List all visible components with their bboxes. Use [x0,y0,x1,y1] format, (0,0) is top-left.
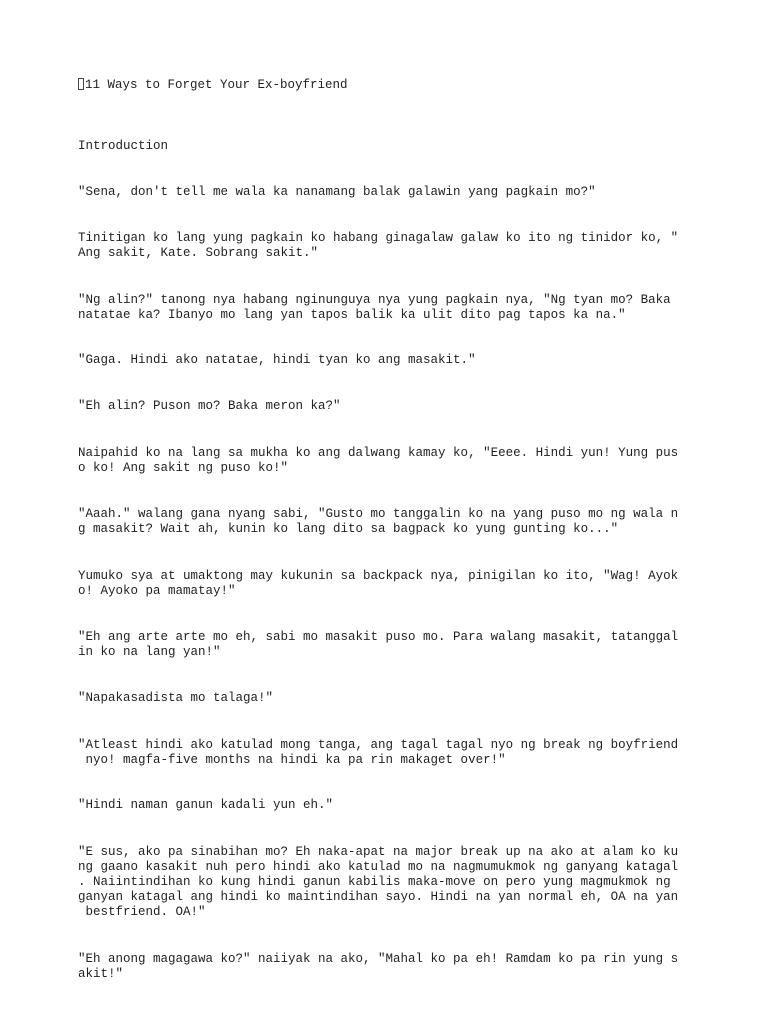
paragraph-line: "Atleast hindi ako katulad mong tanga, ang tagal tagal nyo ng break ng boyfriend [78,738,679,752]
paragraph-line: Yumuko sya at umaktong may kukunin sa backpack nya, pinigilan ko ito, "Wag! Ayok [78,569,679,583]
paragraph-line: ganyan katagal ang hindi ko maintindihan sayo. Hindi na yan normal eh, OA na yan [78,890,679,904]
paragraph-line: Ang sakit, Kate. Sobrang sakit." [78,246,319,260]
paragraph-line: o! Ayoko pa mamatay!" [78,584,236,598]
paragraph-line: nyo! magfa-five months na hindi ka pa rin makaget over!" [78,753,506,767]
paragraph-line: o ko! Ang sakit ng puso ko!" [78,461,289,475]
paragraph-line: "Sena, don't tell me wala ka nanamang balak galawin yang pagkain mo?" [78,185,596,199]
section-heading: Introduction [78,139,169,153]
paragraph-line: in ko na lang yan!" [78,645,221,659]
paragraph-line: "Aaah." walang gana nyang sabi, "Gusto mo tanggalin ko na yang puso mo ng wala n [78,507,679,521]
paragraph-line: "Hindi naman ganun kadali yun eh." [78,798,334,812]
document-title-text: 11 Ways to Forget Your Ex-boyfriend [85,78,348,92]
paragraph-line: "Eh anong magagawa ko?" naiiyak na ako, "Mahal ko pa eh! Ramdam ko pa rin yung s [78,952,679,966]
paragraph-line: "Gaga. Hindi ako natatae, hindi tyan ko ang masakit." [78,353,476,367]
paragraph-line: natatae ka? Ibanyo mo lang yan tapos balik ka ulit dito pag tapos ka na." [78,308,626,322]
document-title [78,78,348,93]
paragraph-line: Naipahid ko na lang sa mukha ko ang dalwang kamay ko, "Eeee. Hindi yun! Yung pus [78,446,679,460]
paragraph-line: g masakit? Wait ah, kunin ko lang dito sa bagpack ko yung gunting ko..." [78,522,619,536]
paragraph-line: "Eh ang arte arte mo eh, sabi mo masakit puso mo. Para walang masakit, tatanggal [78,630,679,644]
paragraph-line: "Napakasadista mo talaga!" [78,691,274,705]
paragraph-line: ng gaano kasakit nuh pero hindi ako katulad mo na nagmumukmok ng ganyang katagal [78,860,679,874]
missing-glyph-icon [78,78,84,90]
paragraph-line: "Ng alin?" tanong nya habang nginunguya nya yung pagkain nya, "Ng tyan mo? Baka [78,293,671,307]
paragraph-line: Tinitigan ko lang yung pagkain ko habang ginagalaw galaw ko ito ng tinidor ko, " [78,231,679,245]
paragraph-line: . Naiintindihan ko kung hindi ganun kabilis maka-move on pero yung magmukmok ng [78,875,671,889]
paragraph-line: akit!" [78,967,124,981]
paragraph-line: "Eh alin? Puson mo? Baka meron ka?" [78,399,341,413]
paragraph-line: bestfriend. OA!" [78,905,206,919]
paragraph-line: "E sus, ako pa sinabihan mo? Eh naka-apat na major break up na ako at alam ko ku [78,845,679,859]
